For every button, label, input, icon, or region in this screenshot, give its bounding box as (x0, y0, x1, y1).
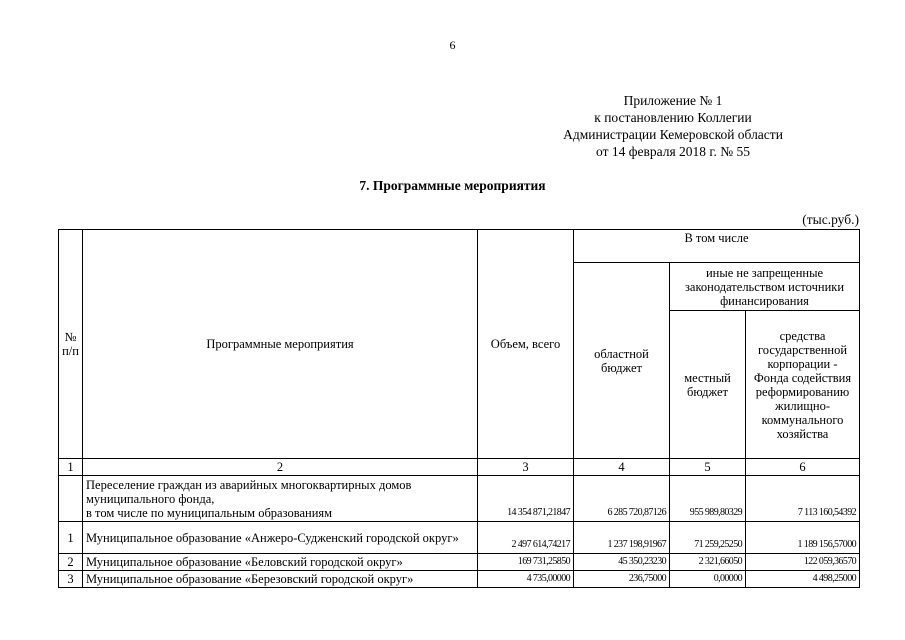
header-fund: средства государственной корпорации - Фонда содействия реформированию жилищно-коммунального хозяйства (746, 311, 860, 459)
col-number: 1 (59, 459, 83, 476)
row-regional: 45 350,23230 (574, 554, 670, 571)
table-row (59, 554, 860, 571)
col-number: 2 (83, 459, 478, 476)
col-number: 4 (574, 459, 670, 476)
table-row (59, 476, 860, 522)
appendix-header (543, 92, 803, 160)
page-number: 6 (449, 38, 456, 52)
table-row (59, 571, 860, 588)
row-local: 71 259,25250 (670, 522, 746, 554)
row-num: 3 (59, 571, 83, 588)
row-num: 2 (59, 554, 83, 571)
header-local: местный бюджет (670, 311, 746, 459)
row-fund: 122 059,36570 (746, 554, 860, 571)
col-number: 5 (670, 459, 746, 476)
table-row (59, 522, 860, 554)
row-num (59, 476, 83, 522)
row-regional: 236,75000 (574, 571, 670, 588)
section-title: 7. Программные мероприятия (359, 178, 546, 193)
row-name: Переселение граждан из аварийных многоквартирных домов муниципального фонда, в том числе по муниципальным образованиям (83, 476, 478, 522)
units-label: (тыс.руб.) (802, 212, 859, 227)
row-regional: 1 237 198,91967 (574, 522, 670, 554)
row-total: 2 497 614,74217 (478, 522, 574, 554)
row-name: Муниципальное образование «Анжеро-Судженский городской округ» (83, 522, 478, 554)
row-fund: 1 189 156,57000 (746, 522, 860, 554)
header-including: В том числе (574, 230, 860, 263)
row-total: 14 354 871,21847 (478, 476, 574, 522)
row-regional: 6 285 720,87126 (574, 476, 670, 522)
header-num: № п/п (59, 230, 83, 459)
col-number: 3 (478, 459, 574, 476)
program-activities-table (58, 229, 860, 588)
header-volume: Объем, всего (478, 230, 574, 459)
col-number: 6 (746, 459, 860, 476)
row-total: 169 731,25850 (478, 554, 574, 571)
appendix-line-2: к постановлению Коллегии (594, 110, 752, 125)
row-local: 955 989,80329 (670, 476, 746, 522)
column-numbers-row (59, 459, 860, 476)
appendix-line-1: Приложение № 1 (623, 93, 723, 108)
header-program: Программные мероприятия (83, 230, 478, 459)
appendix-line-4: от 14 февраля 2018 г. № 55 (596, 144, 750, 159)
row-local: 0,00000 (670, 571, 746, 588)
row-total: 4 735,00000 (478, 571, 574, 588)
row-fund: 7 113 160,54392 (746, 476, 860, 522)
row-name: Муниципальное образование «Беловский городской округ» (83, 554, 478, 571)
header-other-sources: иные не запрещенные законодательством источники финансирования (670, 263, 860, 311)
appendix-line-3: Администрации Кемеровской области (563, 127, 783, 142)
row-name: Муниципальное образование «Березовский городской округ» (83, 571, 478, 588)
row-local: 2 321,66050 (670, 554, 746, 571)
header-regional: областной бюджет (574, 263, 670, 459)
row-num: 1 (59, 522, 83, 554)
row-fund: 4 498,25000 (746, 571, 860, 588)
